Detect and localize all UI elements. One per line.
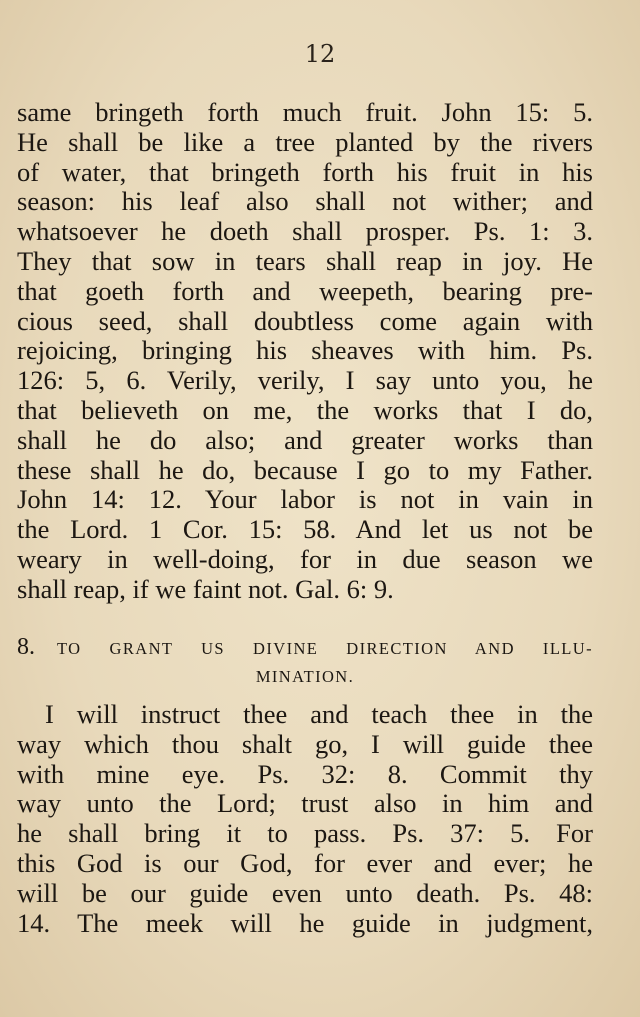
text-line: these shall he do, because I go to my Father.: [17, 455, 593, 485]
text-line: They that sow in tears shall reap in joy. He: [17, 246, 593, 276]
section-title-line: TO GRANT US DIVINE DIRECTION AND ILLU-: [57, 639, 593, 658]
section-heading: [17, 632, 593, 692]
section-title-line: MINATION.: [255, 667, 355, 686]
text-line: shall reap, if we faint not. Gal. 6: 9.: [17, 574, 394, 604]
section-body: [17, 700, 593, 938]
text-line: whatsoever he doeth shall prosper. Ps. 1: 3.: [17, 217, 593, 247]
heading-row: [17, 632, 593, 662]
text-line: cious seed, shall doubtless come again with: [17, 306, 593, 336]
text-line: this God is our God, for ever and ever; he: [17, 848, 593, 878]
heading-row: [17, 662, 593, 692]
text-line: rejoicing, bringing his sheaves with him. Ps.: [17, 336, 593, 366]
scripture-passage: [17, 98, 593, 605]
text-line: 126: 5, 6. Verily, verily, I say unto you, he: [17, 366, 593, 396]
text-line: I will instruct thee and teach thee in the: [45, 700, 593, 729]
text-line: season: his leaf also shall not wither; and: [17, 187, 593, 217]
text-line: way unto the Lord; trust also in him and: [17, 789, 593, 819]
text-line: He shall be like a tree planted by the rivers: [17, 127, 593, 157]
text-line: with mine eye. Ps. 32: 8. Commit thy: [17, 759, 593, 789]
text-line: way which thou shalt go, I will guide thee: [17, 729, 593, 759]
text-line: 14. The meek will he guide in judgment,: [17, 908, 593, 938]
text-line: the Lord. 1 Cor. 15: 58. And let us not be: [17, 515, 593, 545]
text-line: John 14: 12. Your labor is not in vain in: [17, 485, 593, 515]
text-line: same bringeth forth much fruit. John 15: 5.: [17, 98, 593, 127]
text-line: that believeth on me, the works that I do,: [17, 395, 593, 425]
text-line: of water, that bringeth forth his fruit in his: [17, 157, 593, 187]
text-line: will be our guide even unto death. Ps. 48:: [17, 878, 593, 908]
text-line: that goeth forth and weepeth, bearing pre-: [17, 276, 593, 306]
text-line: weary in well-doing, for in due season we: [17, 544, 593, 574]
text-line: shall he do also; and greater works than: [17, 425, 593, 455]
section-number: 8.: [17, 634, 35, 660]
page-number: 12: [304, 40, 336, 68]
text-line: he shall bring it to pass. Ps. 37: 5. For: [17, 819, 593, 849]
